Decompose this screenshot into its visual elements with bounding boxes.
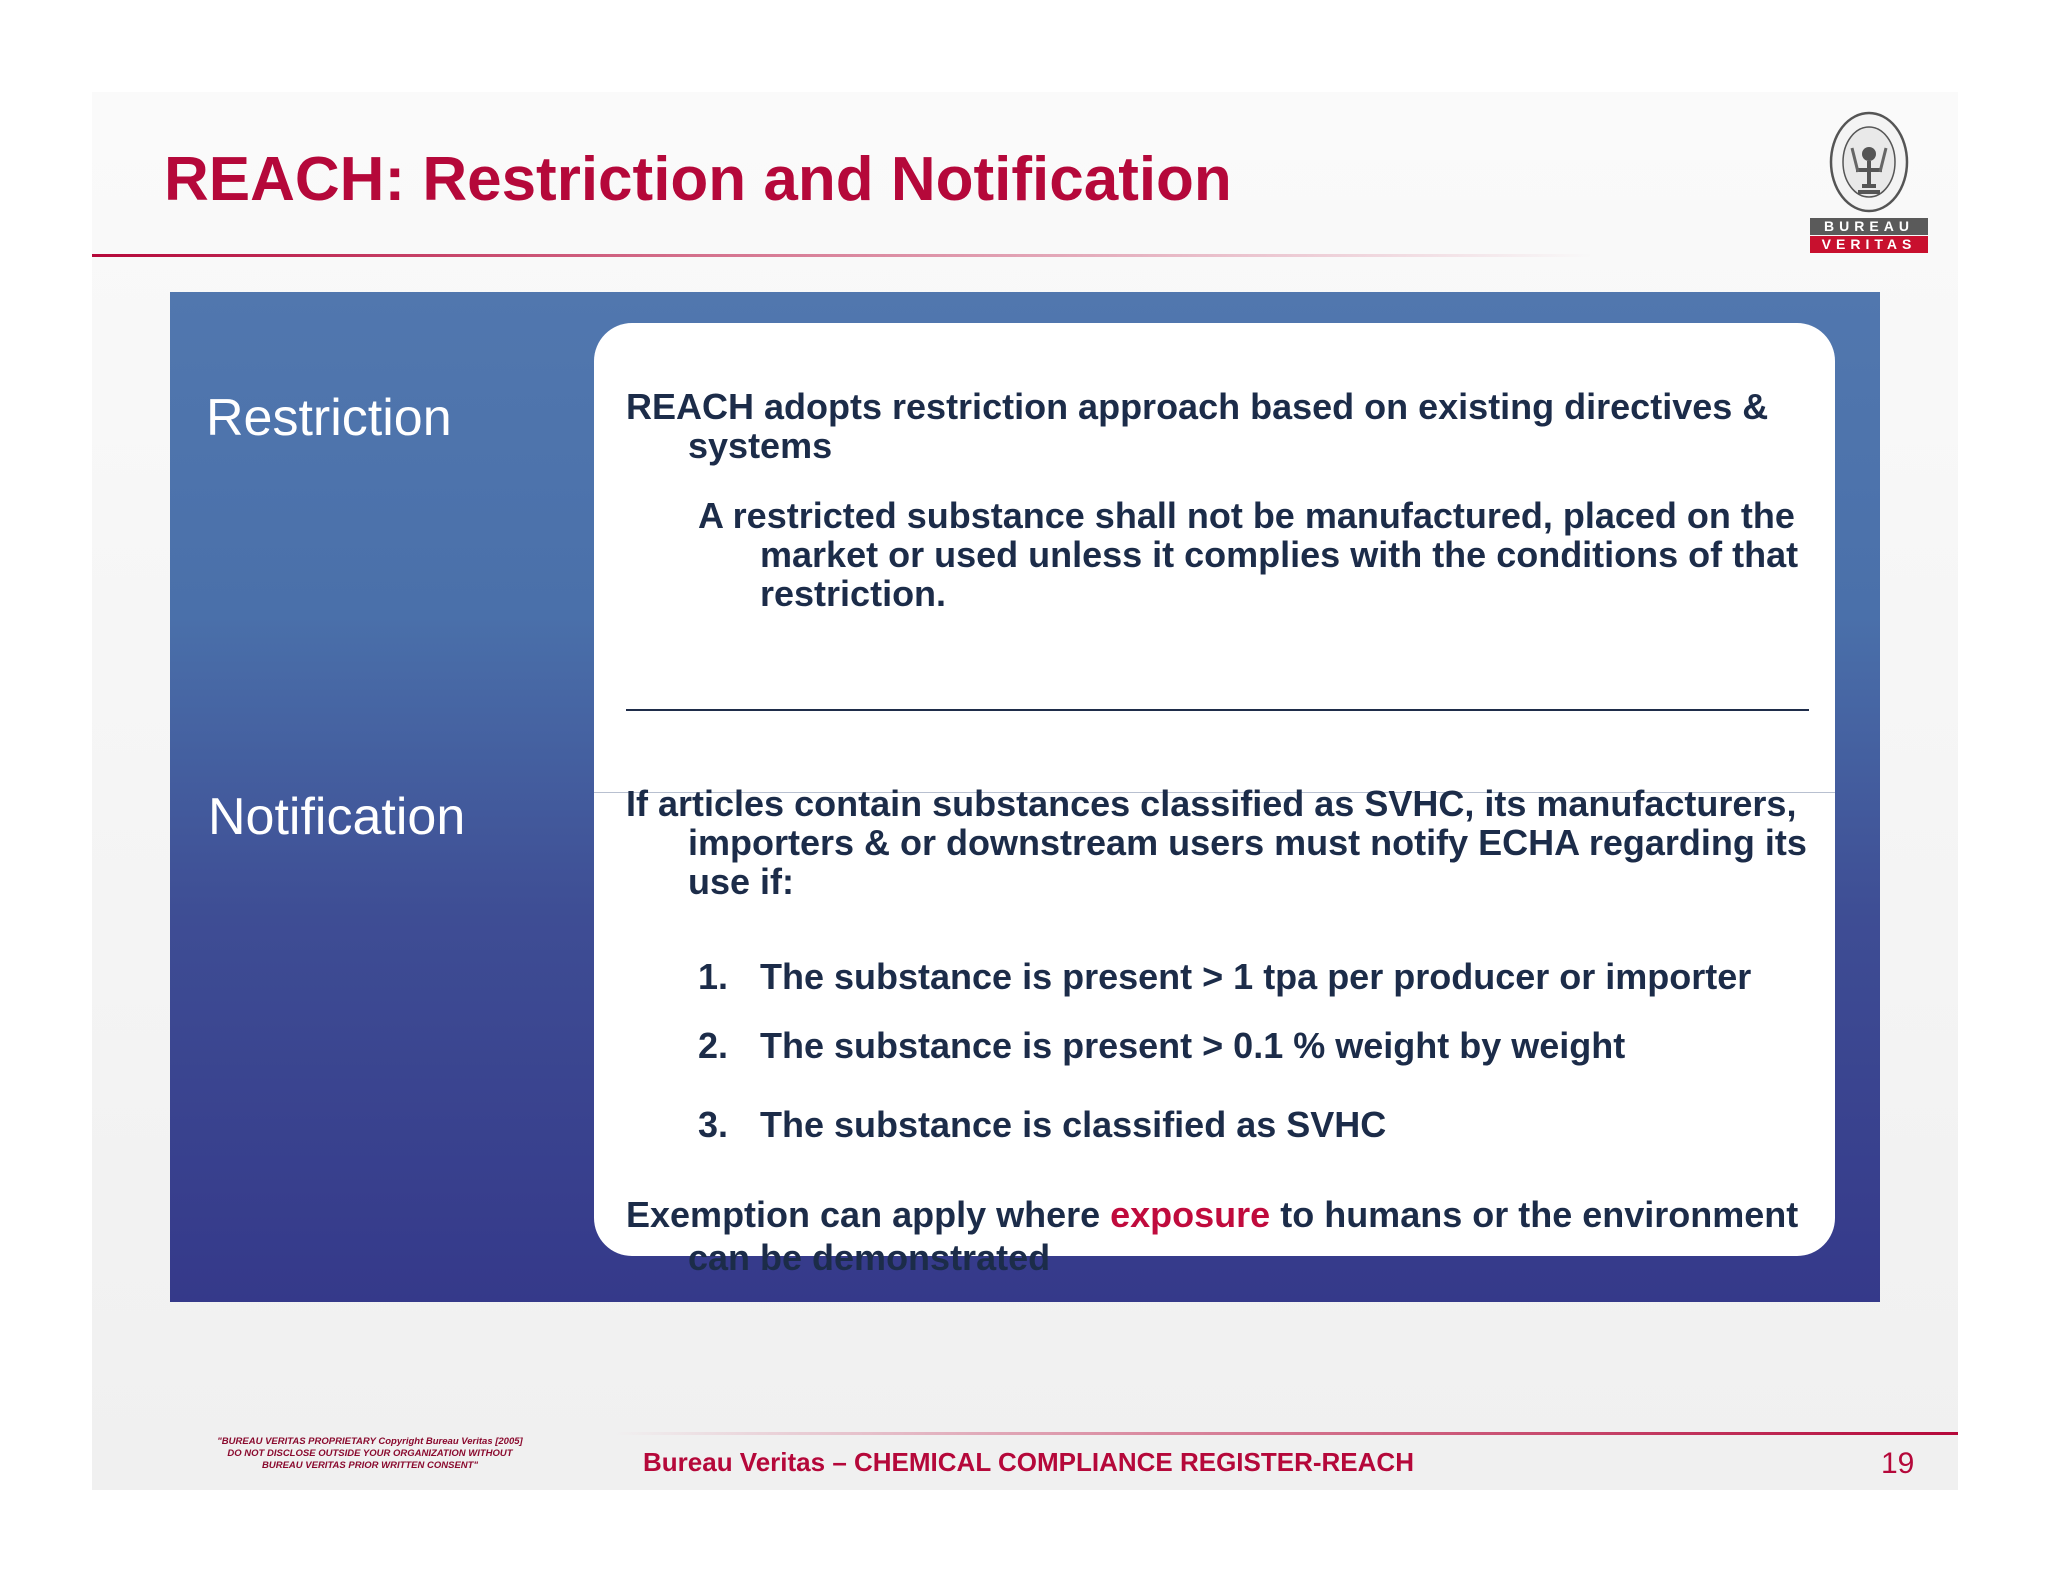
- logo-word-bureau: BUREAU: [1810, 218, 1928, 235]
- slide-title: REACH: Restriction and Notification: [164, 145, 1232, 214]
- content-card: [594, 323, 1835, 1278]
- footer-title: Bureau Veritas – CHEMICAL COMPLIANCE REGISTER-REACH: [643, 1447, 1414, 1477]
- condition-item-3: [698, 1105, 1386, 1144]
- exemption-text: Exemption can apply where exposure to humans or the environment can be demonstrated: [626, 1194, 1799, 1278]
- restriction-detail: A restricted substance shall not be manufactured, placed on the market or used unless it complies with the conditions of that restriction.: [698, 495, 1799, 614]
- condition-text: The substance is present > 0.1 % weight by weight: [760, 1025, 1626, 1066]
- condition-text: The substance is present > 1 tpa per producer or importer: [760, 956, 1752, 997]
- notification-label: Notification: [208, 788, 466, 846]
- notification-intro: If articles contain substances classified as SVHC, its manufacturers, importers & or downstream users must notify ECHA regarding its use if:: [626, 783, 1807, 902]
- exposure-highlight: exposure: [1110, 1194, 1271, 1235]
- content-panel: [170, 292, 1880, 1302]
- footer-rule: [612, 1432, 1958, 1435]
- section-divider: [626, 709, 1809, 711]
- bureau-veritas-logo: [1810, 110, 1928, 258]
- slide: [92, 92, 1958, 1490]
- logo-word-veritas: VERITAS: [1810, 236, 1928, 253]
- title-rule: [92, 254, 1592, 257]
- legal-notice: "BUREAU VERITAS PROPRIETARY Copyright Bureau Veritas [2005] DO NOT DISCLOSE OUTSIDE YOUR ORGANIZATION WITHOUT BUREAU VERITAS PRIOR WRITTEN CONSENT": [217, 1436, 523, 1471]
- condition-item-1: [698, 957, 1751, 996]
- condition-text: The substance is classified as SVHC: [760, 1104, 1387, 1145]
- condition-item-2: [698, 1026, 1625, 1065]
- page-number: 19: [1881, 1447, 1915, 1480]
- condition-number: 1.: [698, 956, 729, 997]
- seal-icon: [1828, 110, 1910, 214]
- condition-number: 2.: [698, 1025, 729, 1066]
- restriction-label: Restriction: [206, 389, 452, 447]
- restriction-intro: REACH adopts restriction approach based on existing directives & systems: [626, 386, 1769, 466]
- condition-number: 3.: [698, 1104, 729, 1145]
